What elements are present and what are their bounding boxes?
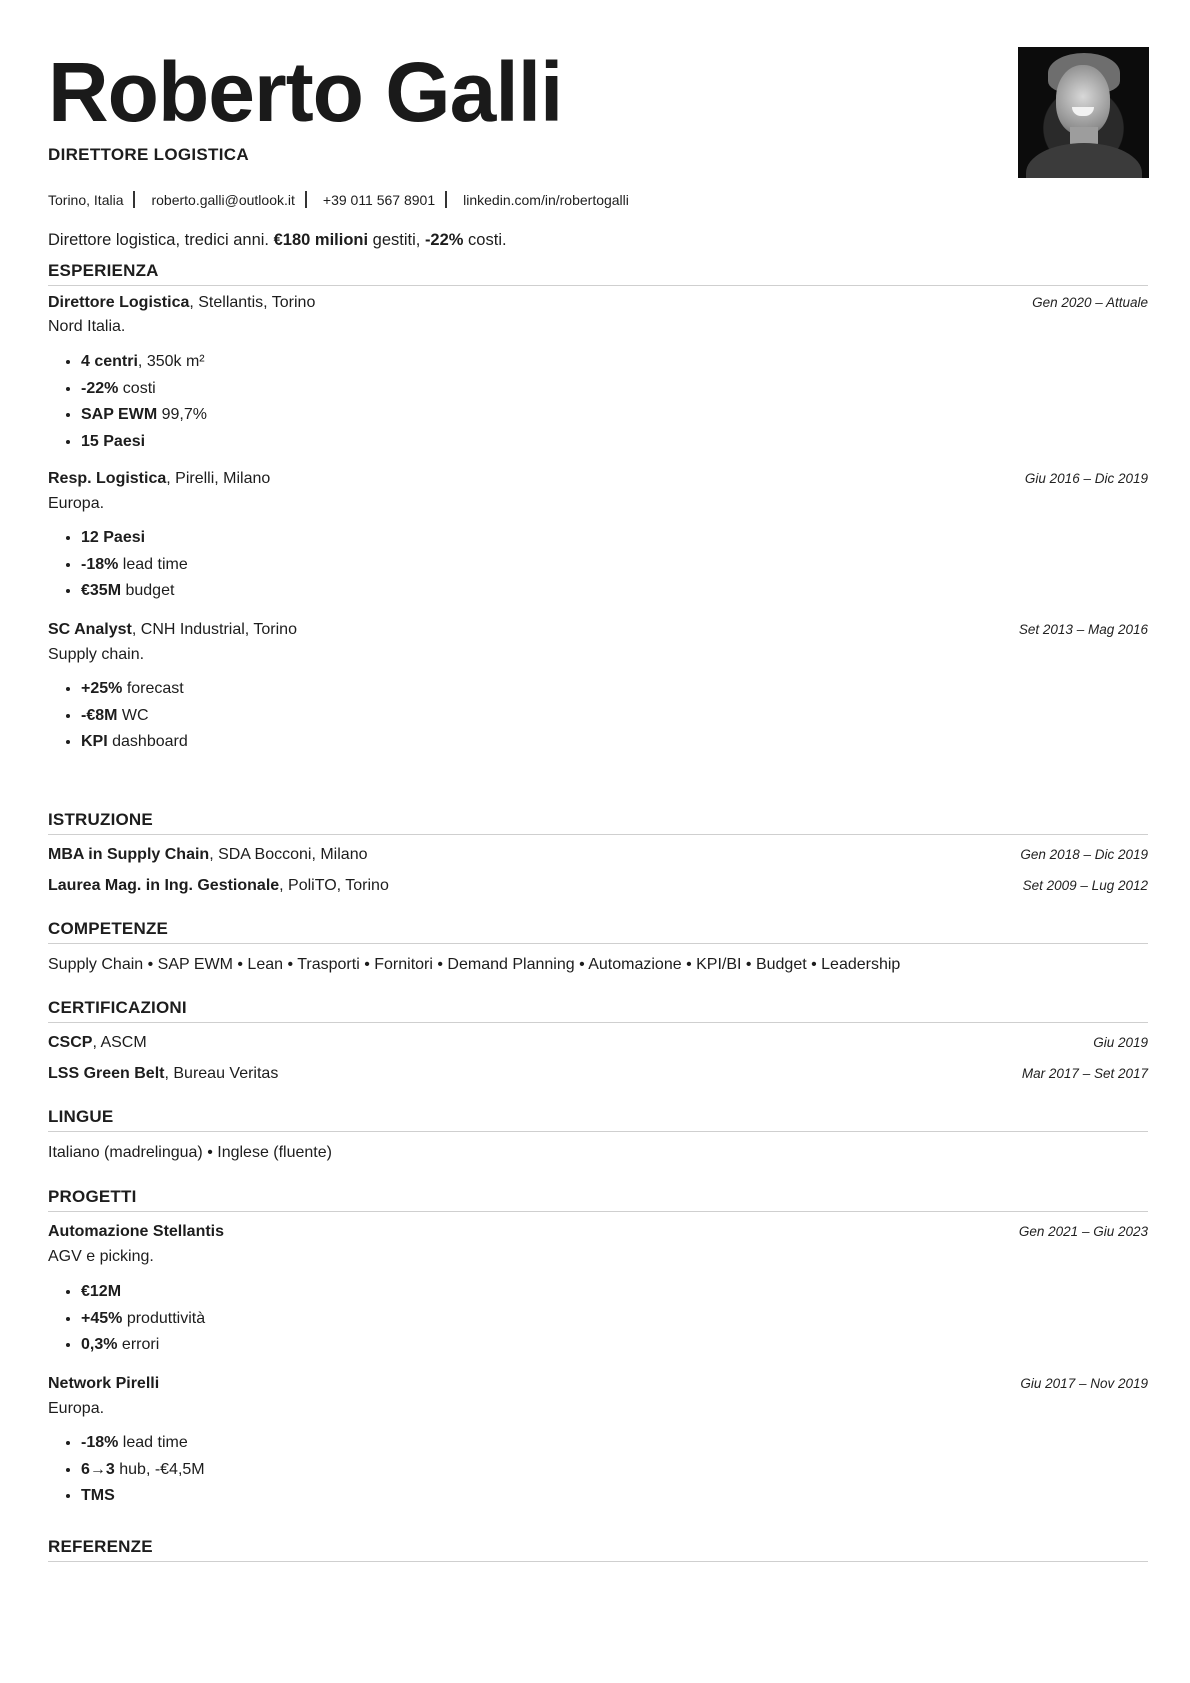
bullet-text: forecast [122, 680, 184, 697]
list-item [81, 1483, 205, 1510]
experience-org: , Stellantis, Torino [189, 294, 316, 311]
summary-highlight: €180 milioni [273, 231, 369, 249]
bullet-highlight: 6→3 [81, 1460, 115, 1478]
project-description: Europa. [48, 1400, 105, 1417]
experience-role: Resp. Logistica [48, 470, 167, 487]
contact-linkedin[interactable]: linkedin.com/in/robertogalli [463, 191, 629, 208]
bullet-highlight: -€8M [81, 706, 118, 724]
job-title: DIRETTORE LOGISTICA [48, 145, 249, 164]
project-description: AGV e picking. [48, 1248, 154, 1265]
project-bullets [48, 1279, 205, 1359]
experience-date: Set 2013 – Mag 2016 [1018, 622, 1148, 637]
certification-date: Mar 2017 – Set 2017 [1021, 1066, 1148, 1081]
project-bullets [48, 1430, 205, 1510]
bullet-text: budget [121, 582, 175, 599]
education-degree: Laurea Mag. in Ing. Gestionale [48, 877, 280, 894]
bullet-highlight: +25% [81, 680, 123, 697]
list-item [81, 349, 207, 376]
certification-issuer: , Bureau Veritas [164, 1065, 279, 1082]
list-item [81, 578, 188, 605]
skills-list: Supply Chain • SAP EWM • Lean • Trasporti • Fornitori • Demand Planning • Automazione • KPI/BI • Budget • Leadership [48, 956, 901, 973]
experience-org: , CNH Industrial, Torino [131, 621, 297, 638]
list-item [81, 429, 207, 456]
education-school: , PoliTO, Torino [279, 877, 389, 894]
summary-text: costi. [463, 231, 507, 249]
bullet-highlight: -18% [81, 1434, 119, 1451]
experience-bullets [48, 525, 188, 605]
list-item [81, 1457, 205, 1484]
section-title-education: ISTRUZIONE [48, 810, 1148, 835]
contact-bar [48, 191, 629, 208]
certification-entry-1 [48, 1034, 1148, 1052]
list-item [81, 552, 188, 579]
bullet-text: errori [117, 1336, 160, 1353]
list-item [81, 402, 207, 429]
contact-separator [445, 191, 447, 208]
education-entry-1 [48, 846, 1148, 864]
experience-description: Supply chain. [48, 646, 145, 663]
list-item [81, 1306, 205, 1333]
contact-separator [305, 191, 307, 208]
experience-entry-2 [48, 470, 1148, 488]
list-item [81, 376, 207, 403]
project-date: Gen 2021 – Giu 2023 [1018, 1224, 1148, 1239]
experience-date: Giu 2016 – Dic 2019 [1024, 471, 1148, 486]
project-entry-2 [48, 1375, 1148, 1393]
section-title-certifications: CERTIFICAZIONI [48, 998, 1148, 1023]
bullet-text: hub, -€4,5M [114, 1460, 205, 1478]
list-item [81, 676, 188, 703]
bullet-highlight: 0,3% [81, 1336, 118, 1353]
contact-email[interactable]: roberto.galli@outlook.it [151, 191, 295, 208]
education-entry-2 [48, 877, 1148, 895]
section-title-languages: LINGUE [48, 1107, 1148, 1132]
contact-location: Torino, Italia [48, 191, 124, 208]
bullet-text: lead time [118, 1434, 188, 1451]
contact-phone[interactable]: +39 011 567 8901 [322, 191, 436, 208]
bullet-highlight: 15 Paesi [81, 432, 146, 450]
list-item [81, 1430, 205, 1457]
bullet-highlight: €35M [81, 582, 122, 599]
certification-issuer: , ASCM [92, 1034, 147, 1051]
certification-name: LSS Green Belt [48, 1065, 165, 1082]
bullet-highlight: -22% [81, 379, 119, 397]
experience-description: Europa. [48, 495, 105, 512]
section-title-skills: COMPETENZE [48, 919, 1148, 944]
education-school: , SDA Bocconi, Milano [209, 846, 368, 863]
section-title-projects: PROGETTI [48, 1187, 1148, 1212]
bullet-text: produttività [122, 1309, 206, 1327]
experience-org: , Pirelli, Milano [166, 470, 271, 487]
experience-date: Gen 2020 – Attuale [1032, 295, 1148, 310]
section-title-experience: ESPERIENZA [48, 261, 1148, 286]
experience-bullets [48, 349, 207, 455]
bullet-text: , 350k m² [137, 353, 205, 370]
profile-summary [48, 231, 507, 250]
summary-text: gestiti, [368, 231, 425, 249]
profile-photo [1018, 47, 1149, 178]
list-item [81, 729, 188, 756]
list-item [81, 525, 188, 552]
list-item [81, 1279, 205, 1306]
experience-entry-1 [48, 294, 1148, 312]
bullet-highlight: SAP EWM [81, 406, 158, 423]
experience-role: SC Analyst [48, 621, 132, 638]
project-entry-1 [48, 1223, 1148, 1241]
bullet-highlight: €12M [81, 1283, 122, 1300]
photo-shirt [1026, 143, 1142, 178]
bullet-highlight: KPI [81, 733, 108, 750]
bullet-text: WC [117, 706, 149, 724]
list-item [81, 1332, 205, 1359]
bullet-text: dashboard [107, 733, 188, 750]
summary-text: Direttore logistica, tredici anni. [48, 231, 274, 249]
experience-description: Nord Italia. [48, 318, 126, 335]
bullet-highlight: 4 centri [81, 353, 138, 370]
education-date: Set 2009 – Lug 2012 [1022, 878, 1148, 893]
contact-separator [133, 191, 135, 208]
certification-entry-2 [48, 1065, 1148, 1083]
candidate-name: Roberto Galli [48, 45, 563, 139]
certification-name: CSCP [48, 1034, 93, 1051]
summary-highlight: -22% [424, 231, 464, 249]
bullet-highlight: -18% [81, 555, 119, 573]
bullet-text: costi [118, 379, 156, 397]
experience-role: Direttore Logistica [48, 294, 190, 311]
photo-face [1056, 65, 1110, 135]
list-item [81, 703, 188, 730]
bullet-text: lead time [118, 555, 188, 573]
project-date: Giu 2017 – Nov 2019 [1020, 1376, 1148, 1391]
bullet-highlight: 12 Paesi [81, 529, 146, 546]
experience-entry-3 [48, 621, 1148, 639]
project-name: Network Pirelli [48, 1375, 160, 1392]
education-degree: MBA in Supply Chain [48, 846, 210, 863]
certification-date: Giu 2019 [1093, 1035, 1148, 1050]
bullet-highlight: +45% [81, 1309, 123, 1327]
languages-list: Italiano (madrelingua) • Inglese (fluente) [48, 1144, 332, 1161]
experience-bullets [48, 676, 188, 756]
section-title-references: REFERENZE [48, 1537, 1148, 1562]
education-date: Gen 2018 – Dic 2019 [1020, 847, 1148, 862]
bullet-text: 99,7% [157, 406, 207, 423]
project-name: Automazione Stellantis [48, 1223, 225, 1240]
bullet-highlight: TMS [81, 1487, 115, 1504]
